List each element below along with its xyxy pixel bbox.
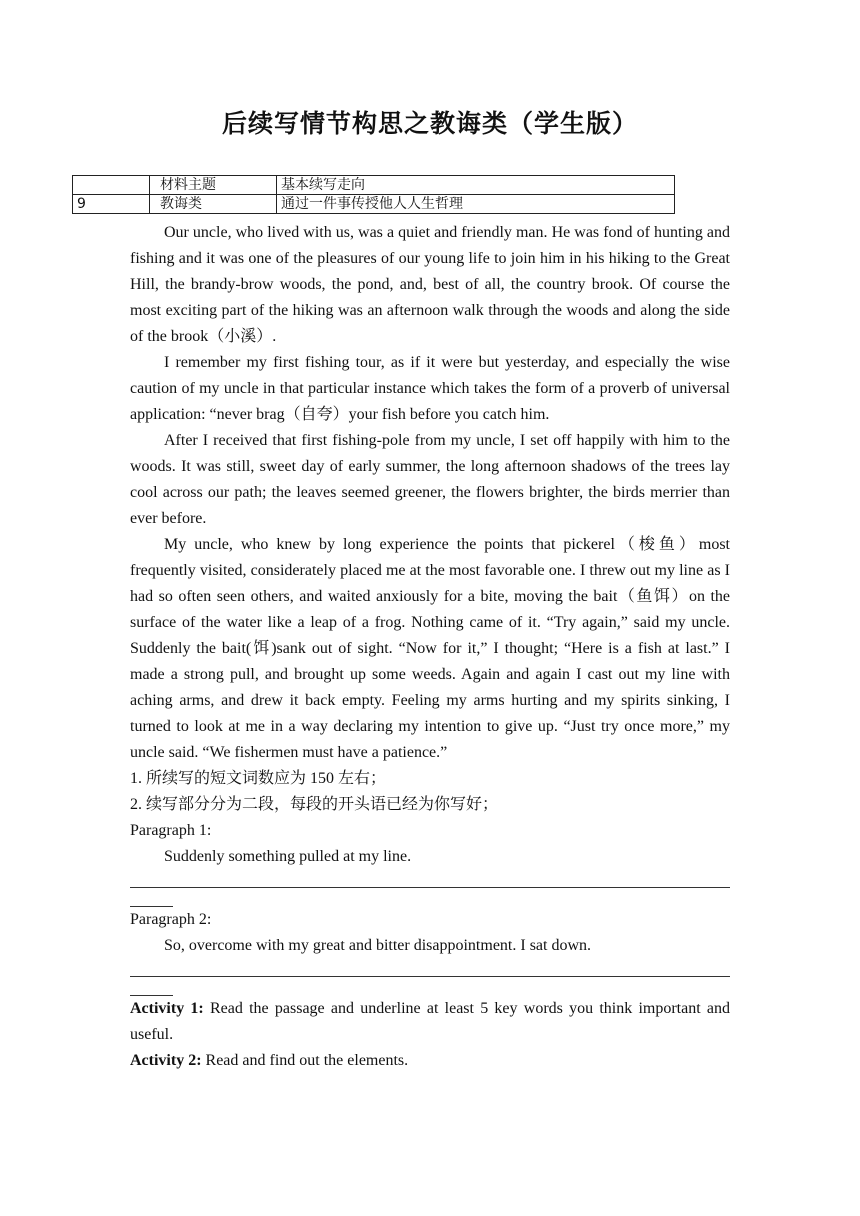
writing-line[interactable]	[130, 870, 730, 888]
passage-paragraph: I remember my first fishing tour, as if it were but yesterday, and especially the wise caution of my uncle in that particular instance which takes the form of a proverb of universal application: “never brag（自夸）your fish before you catch him.	[130, 354, 730, 423]
activity-label: Activity 1:	[130, 1000, 204, 1017]
table-header-cell: 材料主题	[150, 176, 277, 195]
writing-line-end[interactable]	[130, 977, 173, 996]
table-header-cell: 基本续写走向	[277, 176, 675, 195]
paragraph1-opening: Suddenly something pulled at my line.	[164, 848, 412, 865]
requirement-item: 1. 所续写的短文词数应为 150 左右；	[130, 770, 387, 787]
activity-1	[130, 996, 730, 1048]
writing-line[interactable]	[130, 959, 730, 977]
activity-text: Read the passage and underline at least 5 key words you think important and useful.	[130, 1000, 731, 1043]
activity-2	[130, 1048, 730, 1074]
table-cell: 通过一件事传授他人人生哲理	[277, 195, 675, 214]
passage-paragraph: After I received that first fishing-pole from my uncle, I set off happily with him to the woods. It was still, sweet day of early summer, the long afternoon shadows of the trees lay cool across our path; the leaves seemed greener, the flowers brighter, the birds merrier than ever before.	[130, 432, 730, 527]
passage-paragraph: Our uncle, who lived with us, was a quiet and friendly man. He was fond of hunting and fishing and it was one of the pleasures of our young life to join him in his hiking to the Great Hill, the brandy-brow woods, the pond, and, best of all, the country brook. Of course the most exciting part of the hiking was an afternoon walk through the woods and along the side of the brook（小溪）.	[130, 224, 730, 345]
paragraph2-label: Paragraph 2:	[130, 911, 212, 928]
writing-line-end[interactable]	[130, 888, 173, 907]
theme-table	[72, 175, 675, 214]
document-body	[130, 220, 730, 1074]
passage-paragraph: My uncle, who knew by long experience the points that pickerel（梭鱼）most frequently visited, considerately placed me at the most favorable one. I threw out my line as I had so often seen others, and waited anxiously for a bite, moving the bait（鱼饵）on the surface of the water like a leap of a frog. Nothing came of it. “Try again,” said my uncle. Suddenly the bait(饵)sank out of sight. “Now for it,” I thought; “Here is a fish at last.” I made a strong pull, and brought up some weeds. Again and again I cast out my line with aching arms, and drew it back empty. Feeling my arms hurting and my spirits sinking, I turned to look at me in a way declaring my intention to give up. “Just try once more,” my uncle said. “We fishermen must have a patience.”	[130, 536, 730, 761]
table-header-cell	[73, 176, 150, 195]
paragraph1-label: Paragraph 1:	[130, 822, 212, 839]
activity-text: Read and find out the elements.	[201, 1052, 409, 1069]
page-title: 后续写情节构思之教诲类（学生版）	[221, 109, 638, 138]
paragraph2-opening: So, overcome with my great and bitter disappointment. I sat down.	[164, 937, 592, 954]
table-header-row	[73, 176, 675, 195]
table-cell: 9	[73, 195, 150, 214]
requirement-item: 2. 续写部分分为二段，每段的开头语已经为你写好；	[130, 796, 499, 813]
activity-label: Activity 2:	[130, 1052, 202, 1069]
table-cell: 教诲类	[150, 195, 277, 214]
table-row	[73, 195, 675, 214]
